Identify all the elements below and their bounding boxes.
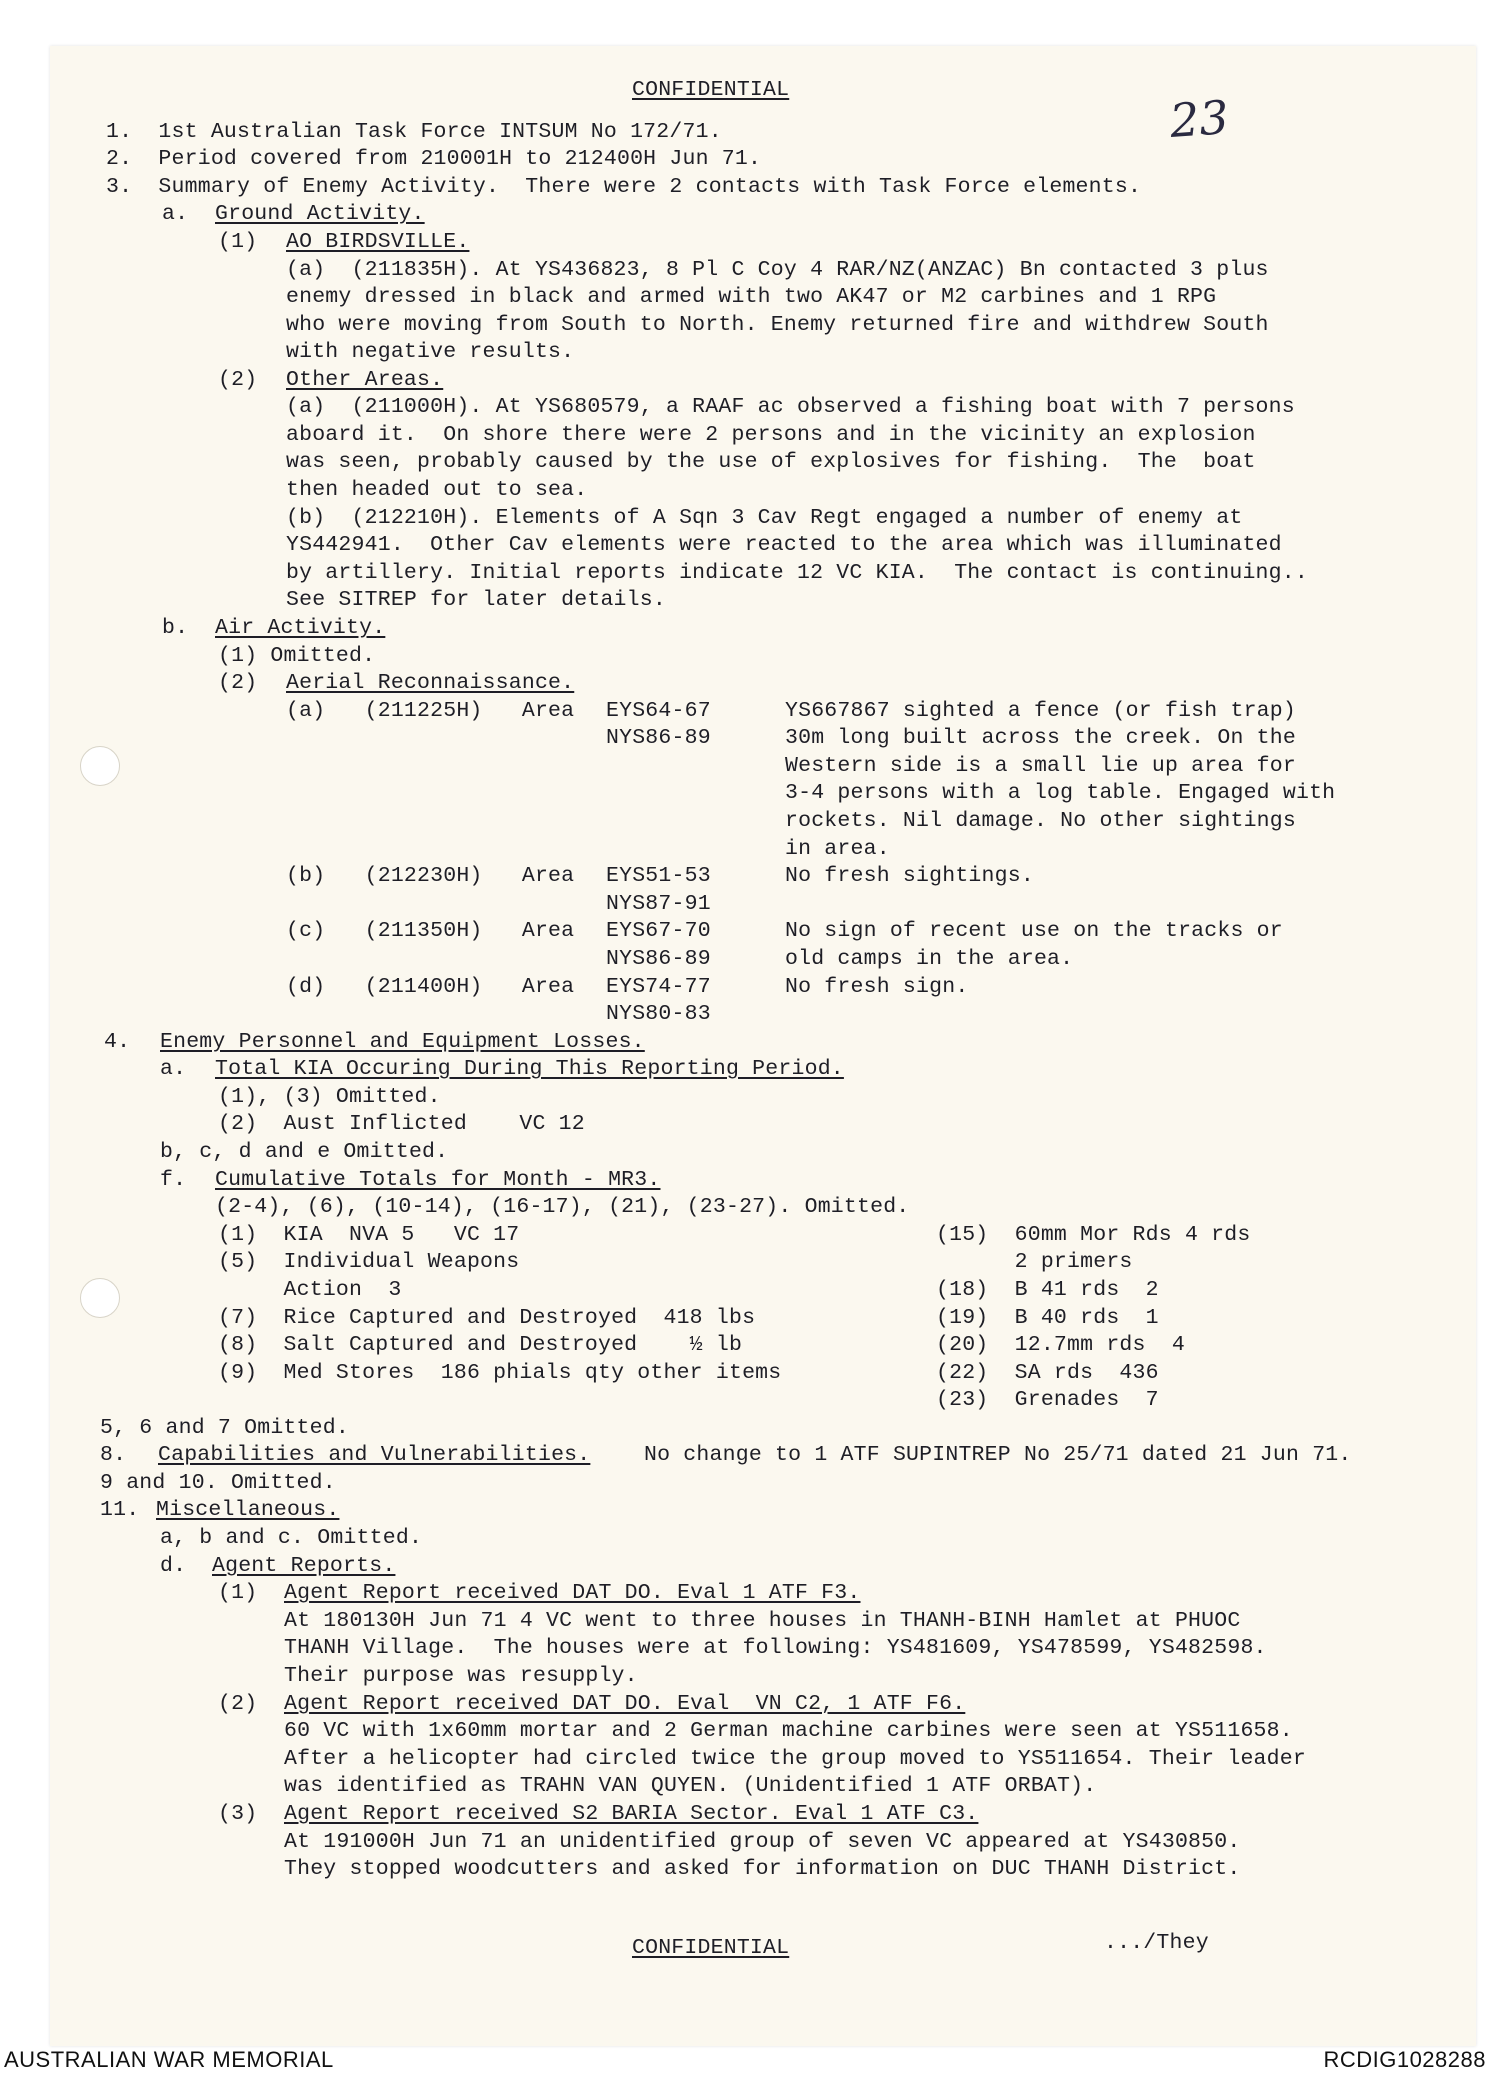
- heading-agent-report-2: Agent Report received DAT DO. Eval VN C2, 1 ATF F6.: [284, 1692, 966, 1716]
- para-2: 2. Period covered from 210001H to 212400H Jun 71.: [106, 147, 762, 171]
- recon-d-grid-n: NYS80-83: [606, 1002, 711, 1026]
- recon-a-text: 3-4 persons with a log table. Engaged with: [785, 781, 1336, 805]
- recon-b-text: No fresh sightings.: [785, 864, 1034, 888]
- para-1: 1. 1st Australian Task Force INTSUM No 172/71.: [106, 120, 722, 144]
- text-line: At 191000H Jun 71 an unidentified group of seven VC appeared at YS430850.: [284, 1830, 1241, 1854]
- recon-a-text: 30m long built across the creek. On the: [785, 726, 1296, 750]
- label-ground-1: (1): [218, 230, 258, 254]
- recon-a-grid-e: EYS64-67: [606, 699, 711, 723]
- footer-classification: CONFIDENTIAL: [632, 1936, 790, 1960]
- heading-other-areas: Other Areas.: [286, 368, 444, 392]
- recon-b-time: (b) (212230H) Area: [286, 864, 575, 888]
- recon-a-text: YS667867 sighted a fence (or fish trap): [785, 699, 1296, 723]
- recon-b-grid-e: EYS51-53: [606, 864, 711, 888]
- header-classification: CONFIDENTIAL: [632, 78, 790, 102]
- label-agent-3: (3): [218, 1802, 258, 1826]
- text-line: then headed out to sea.: [286, 478, 588, 502]
- recon-a-grid-n: NYS86-89: [606, 726, 711, 750]
- punch-hole-bottom: [80, 1278, 120, 1318]
- text-line: At 180130H Jun 71 4 VC went to three houses in THANH-BINH Hamlet at PHUOC: [284, 1609, 1241, 1633]
- text-line: (b) (212210H). Elements of A Sqn 3 Cav Regt engaged a number of enemy at: [286, 506, 1243, 530]
- heading-cumulative-totals: Cumulative Totals for Month - MR3.: [215, 1168, 661, 1192]
- label-4: 4.: [104, 1030, 131, 1054]
- continuation-marker: .../They: [1104, 1931, 1209, 1955]
- heading-agent-report-1: Agent Report received DAT DO. Eval 1 ATF F3.: [284, 1581, 861, 1605]
- text-line: THANH Village. The houses were at following: YS481609, YS478599, YS482598.: [284, 1636, 1267, 1660]
- text-line: enemy dressed in black and armed with two AK47 or M2 carbines and 1 RPG: [286, 285, 1217, 309]
- recon-c-grid-e: EYS67-70: [606, 919, 711, 943]
- heading-ao-birdsville: AO BIRDSVILLE.: [286, 230, 470, 254]
- label-11: 11.: [100, 1498, 140, 1522]
- text-line: a, b and c. Omitted.: [160, 1526, 423, 1550]
- label-air-2: (2): [218, 671, 258, 695]
- text-line: was seen, probably caused by the use of explosives for fishing. The boat: [286, 450, 1256, 474]
- text-line: After a helicopter had circled twice the group moved to YS511654. Their leader: [284, 1747, 1306, 1771]
- text-line: who were moving from South to North. Enemy returned fire and withdrew South: [286, 313, 1269, 337]
- heading-air-activity: Air Activity.: [215, 616, 386, 640]
- totals-right: (19) B 40 rds 1: [936, 1306, 1159, 1330]
- text-line: 60 VC with 1x60mm mortar and 2 German machine carbines were seen at YS511658.: [284, 1719, 1293, 1743]
- recon-c-time: (c) (211350H) Area: [286, 919, 575, 943]
- recon-d-time: (d) (211400H) Area: [286, 975, 575, 999]
- totals-right: (18) B 41 rds 2: [936, 1278, 1159, 1302]
- text-line: (2-4), (6), (10-14), (16-17), (21), (23-27). Omitted.: [215, 1195, 910, 1219]
- text-line: YS442941. Other Cav elements were reacted to the area which was illuminated: [286, 533, 1282, 557]
- heading-ground-activity: Ground Activity.: [215, 202, 425, 226]
- totals-right: (23) Grenades 7: [936, 1388, 1159, 1412]
- archive-reference: RCDIG1028288: [1323, 2047, 1486, 2072]
- text-line: They stopped woodcutters and asked for information on DUC THANH District.: [284, 1857, 1241, 1881]
- label-4a: a.: [160, 1057, 187, 1081]
- totals-right: (22) SA rds 436: [936, 1361, 1159, 1385]
- label-8: 8.: [100, 1443, 127, 1467]
- text-line: 5, 6 and 7 Omitted.: [100, 1416, 349, 1440]
- recon-d-text: No fresh sign.: [785, 975, 969, 999]
- recon-a-text: Western side is a small lie up area for: [785, 754, 1296, 778]
- heading-enemy-losses: Enemy Personnel and Equipment Losses.: [160, 1030, 645, 1054]
- heading-aerial-reconnaissance: Aerial Reconnaissance.: [286, 671, 575, 695]
- totals-right: (20) 12.7mm rds 4: [936, 1333, 1185, 1357]
- recon-a-text: rockets. Nil damage. No other sightings: [785, 809, 1296, 833]
- totals-left: (9) Med Stores 186 phials qty other items: [218, 1361, 782, 1385]
- recon-c-grid-n: NYS86-89: [606, 947, 711, 971]
- label-agent-1: (1): [218, 1581, 258, 1605]
- heading-agent-reports: Agent Reports.: [212, 1554, 396, 1578]
- recon-a-text: in area.: [785, 837, 890, 861]
- label-3a: a.: [162, 202, 189, 226]
- text-line: b, c, d and e Omitted.: [160, 1140, 449, 1164]
- text-line: (1) Omitted.: [218, 644, 376, 668]
- recon-d-grid-e: EYS74-77: [606, 975, 711, 999]
- text-line: 9 and 10. Omitted.: [100, 1471, 336, 1495]
- text-line: by artillery. Initial reports indicate 12 VC KIA. The contact is continuing..: [286, 561, 1308, 585]
- label-ground-2: (2): [218, 368, 258, 392]
- heading-miscellaneous: Miscellaneous.: [156, 1498, 340, 1522]
- heading-capabilities: Capabilities and Vulnerabilities.: [158, 1443, 591, 1467]
- heading-total-kia: Total KIA Occuring During This Reporting Period.: [215, 1057, 844, 1081]
- totals-left: (8) Salt Captured and Destroyed ½ lb: [218, 1333, 743, 1357]
- text-line: Their purpose was resupply.: [284, 1664, 638, 1688]
- recon-c-text: No sign of recent use on the tracks or: [785, 919, 1283, 943]
- text-line: (a) (211835H). At YS436823, 8 Pl C Coy 4 RAR/NZ(ANZAC) Bn contacted 3 plus: [286, 258, 1269, 282]
- totals-right: (15) 60mm Mor Rds 4 rds: [936, 1223, 1251, 1247]
- totals-left: (7) Rice Captured and Destroyed 418 lbs: [218, 1306, 756, 1330]
- recon-a-time: (a) (211225H) Area: [286, 699, 575, 723]
- totals-left: (5) Individual Weapons: [218, 1250, 520, 1274]
- recon-c-text: old camps in the area.: [785, 947, 1074, 971]
- label-agent-2: (2): [218, 1692, 258, 1716]
- text-line: No change to 1 ATF SUPINTREP No 25/71 dated 21 Jun 71.: [644, 1443, 1352, 1467]
- text-line: (a) (211000H). At YS680579, a RAAF ac observed a fishing boat with 7 persons: [286, 395, 1295, 419]
- label-4f: f.: [160, 1168, 187, 1192]
- totals-right: 2 primers: [936, 1250, 1133, 1274]
- text-line: See SITREP for later details.: [286, 588, 666, 612]
- label-3b: b.: [162, 616, 189, 640]
- text-line: was identified as TRAHN VAN QUYEN. (Unidentified 1 ATF ORBAT).: [284, 1774, 1097, 1798]
- punch-hole-top: [80, 746, 120, 786]
- handwritten-page-number: 23: [1168, 90, 1231, 148]
- heading-agent-report-3: Agent Report received S2 BARIA Sector. Eval 1 ATF C3.: [284, 1802, 979, 1826]
- label-11d: d.: [160, 1554, 187, 1578]
- text-line: (1), (3) Omitted.: [218, 1085, 441, 1109]
- recon-b-grid-n: NYS87-91: [606, 892, 711, 916]
- para-3: 3. Summary of Enemy Activity. There were 2 contacts with Task Force elements.: [106, 175, 1142, 199]
- text-line: aboard it. On shore there were 2 persons and in the vicinity an explosion: [286, 423, 1256, 447]
- text-line: with negative results.: [286, 340, 575, 364]
- text-line: (2) Aust Inflicted VC 12: [218, 1112, 585, 1136]
- totals-left: (1) KIA NVA 5 VC 17: [218, 1223, 520, 1247]
- archive-credit: AUSTRALIAN WAR MEMORIAL: [4, 2047, 334, 2072]
- totals-left: Action 3: [218, 1278, 402, 1302]
